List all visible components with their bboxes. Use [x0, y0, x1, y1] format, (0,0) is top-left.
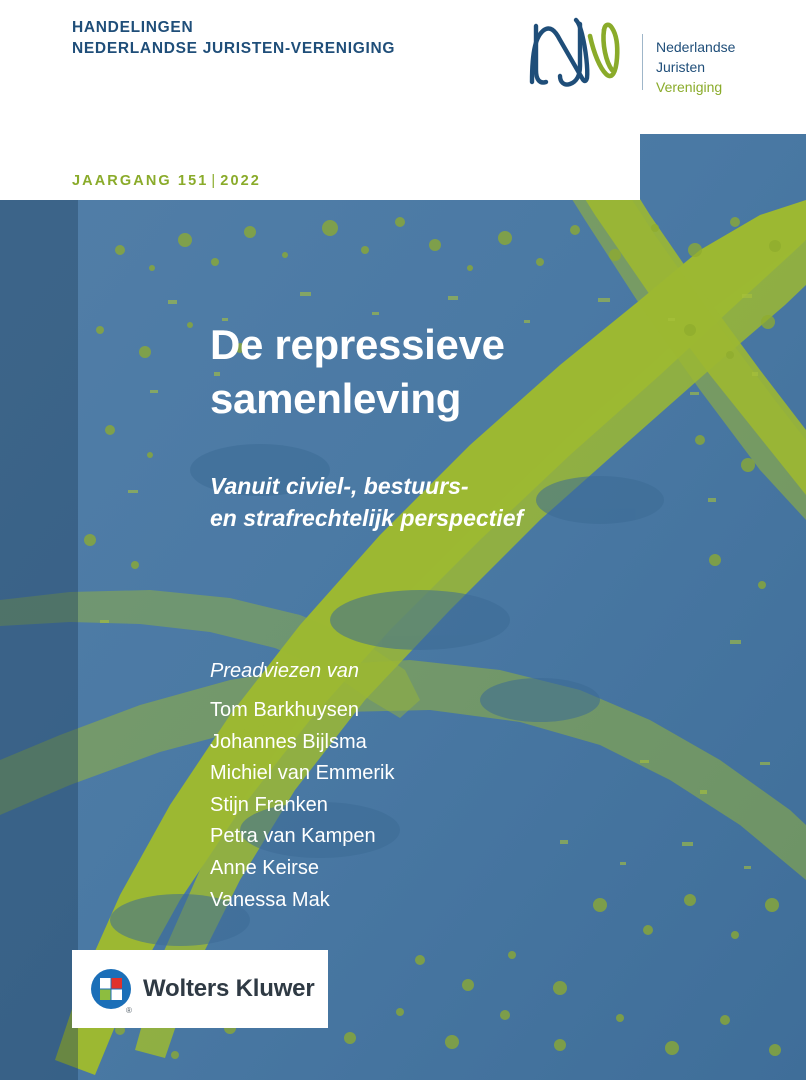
subtitle-line-1: Vanuit civiel-, bestuurs- — [210, 472, 469, 499]
volume-label: JAARGANG 151 — [72, 173, 209, 189]
subtitle-line-2: en strafrechtelijk perspectief — [210, 505, 524, 532]
registered-mark: ® — [126, 1006, 132, 1015]
author-item: Johannes Bijlsma — [210, 730, 367, 753]
title-block — [210, 318, 730, 535]
masthead-line-1: HANDELINGEN — [72, 19, 194, 36]
logo-divider — [642, 34, 643, 90]
volume-year: 2022 — [220, 173, 261, 189]
page-subtitle — [210, 470, 730, 535]
njv-word-1: Nederlandse — [656, 39, 736, 55]
author-item: Michiel van Emmerik — [210, 762, 395, 785]
volume-separator: | — [211, 173, 218, 189]
authors-block — [210, 660, 630, 916]
wolters-kluwer-icon — [90, 968, 132, 1010]
publisher-logo — [72, 950, 328, 1028]
title-line-2: samenleving — [210, 374, 462, 422]
author-item: Vanessa Mak — [210, 888, 330, 911]
author-item: Stijn Franken — [210, 793, 328, 816]
njv-monogram-icon — [520, 10, 632, 102]
title-line-1: De repressieve — [210, 321, 505, 368]
authors-label: Preadviezen van — [210, 660, 359, 682]
publisher-name: Wolters Kluwer — [143, 975, 315, 1002]
author-item: Petra van Kampen — [210, 825, 376, 848]
masthead — [72, 18, 395, 60]
njv-word-3: Vereniging — [656, 78, 723, 95]
njv-logo — [520, 10, 780, 120]
volume-line — [72, 173, 261, 189]
njv-wordmark — [656, 38, 735, 98]
author-item: Anne Keirse — [210, 856, 319, 879]
njv-word-2: Juristen — [656, 58, 706, 75]
page-title — [210, 318, 730, 426]
author-item: Tom Barkhuysen — [210, 699, 359, 721]
masthead-line-2: NEDERLANDSE JURISTEN-VERENIGING — [72, 39, 396, 57]
